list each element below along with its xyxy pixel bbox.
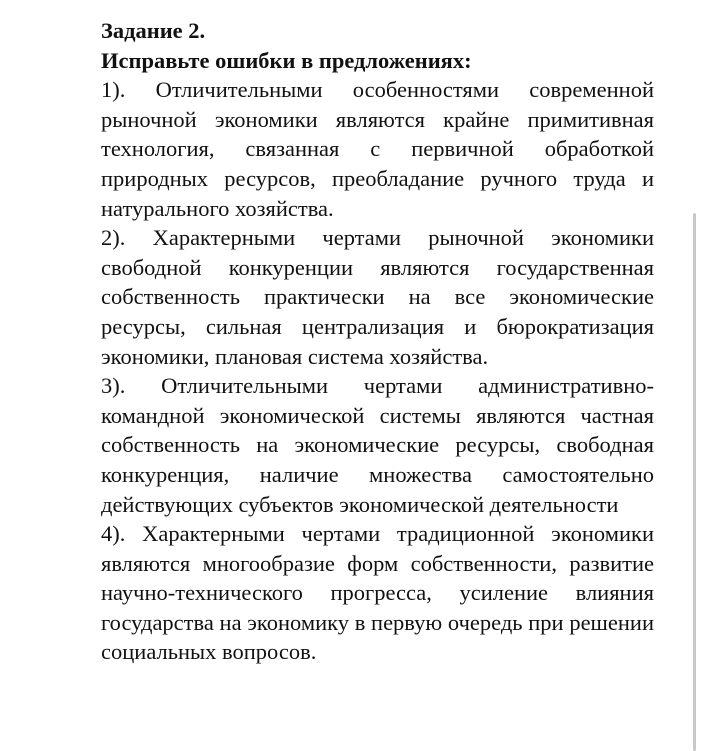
sentence-item-2: 2). Характерными чертами рыночной экономики свободной конкуренции являются государственная собственность практически на все экономические ресурсы, сильная централизация и бюрократизация экономики, плановая система хозяйства. (101, 225, 654, 369)
task-title: Задание 2. (101, 18, 206, 43)
vertical-scrollbar[interactable] (693, 213, 696, 751)
task-instruction: Исправьте ошибки в предложениях: (101, 47, 472, 73)
sentence-item-3: 3). Отличительными чертами административно-командной экономической системы являются частная собственность на экономические ресурсы, свободная конкуренция, наличие множества самостоятельно действующих субъектов экономической деятельности (101, 373, 654, 517)
document-body (101, 16, 654, 667)
sentence-item-1: 1). Отличительными особенностями современной рыночной экономики являются крайне примитивная технология, связанная с первичной обработкой природных ресурсов, преобладание ручного труда и натурального хозяйства. (101, 77, 654, 221)
sentence-item-4: 4). Характерными чертами традиционной экономики являются многообразие форм собственности, развитие научно-технического прогресса, усиление влияния государства на экономику в первую очередь при решении социальных вопросов. (101, 521, 654, 665)
